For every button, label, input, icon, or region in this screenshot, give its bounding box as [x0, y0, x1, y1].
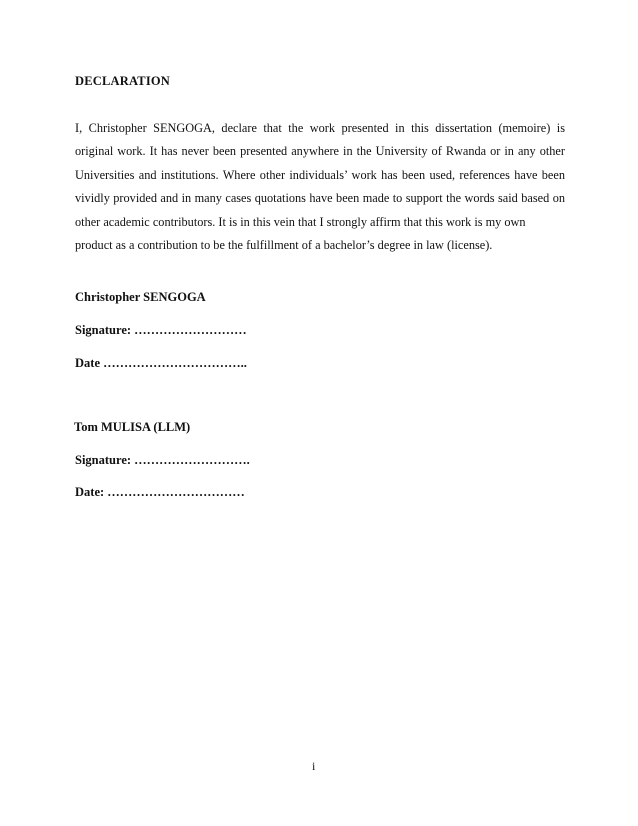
author-name: Christopher SENGOGA — [75, 290, 206, 304]
supervisor-date-line: Date: …………………………… — [75, 485, 245, 499]
declaration-paragraph-text: I, Christopher SENGOGA, declare that the work presented in this dissertation (memoire) is original work. It has never been presented anywhere in the University of Rwanda or in any other Universities and institutions. Where other individuals’ work has been used, references have been vividly provided and in many cases quotations have been made to support the words said based on other academic contributors. It is in this vein that I strongly affirm that this work is my own — [75, 121, 565, 229]
declaration-paragraph-last-line: product as a contribution to be the fulfillment of a bachelor’s degree in law (license). — [75, 238, 493, 253]
supervisor-signature-line: Signature: ………………………. — [75, 453, 250, 467]
author-signature-line: Signature: ……………………… — [75, 323, 247, 337]
declaration-paragraph — [75, 117, 565, 257]
supervisor-name: Tom MULISA (LLM) — [74, 420, 191, 434]
page-number: i — [312, 759, 316, 773]
declaration-heading: DECLARATION — [75, 74, 171, 88]
author-date-line: Date …………………………….. — [75, 356, 247, 370]
